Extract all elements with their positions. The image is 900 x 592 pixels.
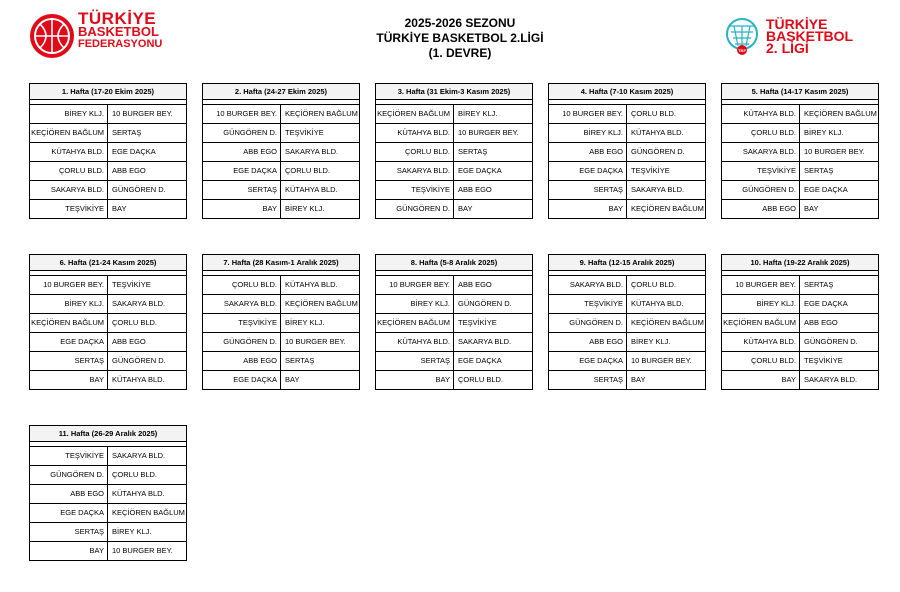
home-team: ABB EGO bbox=[30, 485, 108, 503]
away-team: SAKARYA BLD. bbox=[112, 451, 166, 460]
week-title: 9. Hafta (12-15 Aralık 2025) bbox=[549, 255, 705, 271]
home-team: SERTAŞ bbox=[30, 523, 108, 541]
match-row bbox=[203, 314, 359, 333]
home-team: SAKARYA BLD. bbox=[549, 276, 627, 294]
away-team: SAKARYA BLD. bbox=[285, 147, 339, 156]
home-team: SERTAŞ bbox=[203, 181, 281, 199]
match-row bbox=[722, 371, 878, 389]
home-team: GÜNGÖREN D. bbox=[30, 466, 108, 484]
away-team: EGE DAÇKA bbox=[458, 356, 502, 365]
away-team: SAKARYA BLD. bbox=[631, 185, 685, 194]
away-team: SAKARYA BLD. bbox=[804, 375, 858, 384]
home-team: ABB EGO bbox=[203, 352, 281, 370]
away-team: BİREY KLJ. bbox=[804, 128, 844, 137]
match-row bbox=[376, 295, 532, 314]
home-team: EGE DAÇKA bbox=[549, 352, 627, 370]
away-team: GÜNGÖREN D. bbox=[112, 185, 166, 194]
away-team: KÜTAHYA BLD. bbox=[112, 375, 165, 384]
away-team: ABB EGO bbox=[112, 337, 146, 346]
home-team: EGE DAÇKA bbox=[30, 333, 108, 351]
away-team: BİREY KLJ. bbox=[285, 318, 325, 327]
away-team: TEŞVİKİYE bbox=[458, 318, 497, 327]
away-team: SERTAŞ bbox=[112, 128, 142, 137]
home-team: SAKARYA BLD. bbox=[376, 162, 454, 180]
home-team: SAKARYA BLD. bbox=[722, 143, 800, 161]
home-team: SERTAŞ bbox=[376, 352, 454, 370]
logo-right-line1: TÜRKİYE bbox=[766, 16, 828, 32]
match-row bbox=[549, 124, 705, 143]
away-team: KÜTAHYA BLD. bbox=[285, 280, 338, 289]
home-team: SAKARYA BLD. bbox=[203, 295, 281, 313]
week-table bbox=[202, 83, 360, 219]
away-team: KEÇİÖREN BAĞLUM bbox=[285, 109, 358, 118]
page-title bbox=[300, 16, 620, 61]
match-row bbox=[203, 105, 359, 124]
away-team: GÜNGÖREN D. bbox=[804, 337, 858, 346]
match-row bbox=[376, 276, 532, 295]
match-row bbox=[549, 314, 705, 333]
week-title: 7. Hafta (28 Kasım-1 Aralık 2025) bbox=[203, 255, 359, 271]
match-row bbox=[549, 200, 705, 218]
home-team: GÜNGÖREN D. bbox=[203, 124, 281, 142]
match-row bbox=[376, 352, 532, 371]
home-team: ABB EGO bbox=[722, 200, 800, 218]
home-team: GÜNGÖREN D. bbox=[376, 200, 454, 218]
match-row bbox=[203, 200, 359, 218]
week-table bbox=[375, 83, 533, 219]
home-team: KEÇİÖREN BAĞLUM bbox=[376, 105, 454, 123]
away-team: TEŞVİKİYE bbox=[804, 356, 843, 365]
home-team: BİREY KLJ. bbox=[549, 124, 627, 142]
home-team: SERTAŞ bbox=[549, 371, 627, 389]
match-row bbox=[30, 466, 186, 485]
away-team: EGE DAÇKA bbox=[112, 147, 156, 156]
week-title: 8. Hafta (5-8 Aralık 2025) bbox=[376, 255, 532, 271]
week-title: 2. Hafta (24-27 Ekim 2025) bbox=[203, 84, 359, 100]
away-team: GÜNGÖREN D. bbox=[631, 147, 685, 156]
home-team: 10 BURGER BEY. bbox=[30, 276, 108, 294]
home-team: KÜTAHYA BLD. bbox=[722, 333, 800, 351]
match-row bbox=[549, 181, 705, 200]
week-table bbox=[202, 254, 360, 390]
match-row bbox=[30, 504, 186, 523]
match-row bbox=[549, 352, 705, 371]
match-row bbox=[30, 162, 186, 181]
home-team: BAY bbox=[722, 371, 800, 389]
week-title: 3. Hafta (31 Ekim-3 Kasım 2025) bbox=[376, 84, 532, 100]
away-team: 10 BURGER BEY. bbox=[458, 128, 519, 137]
week-table bbox=[548, 83, 706, 219]
home-team: GÜNGÖREN D. bbox=[203, 333, 281, 351]
title-line2: TÜRKİYE BASKETBOL 2.LİGİ bbox=[376, 31, 544, 45]
match-row bbox=[30, 314, 186, 333]
away-team: BİREY KLJ. bbox=[631, 337, 671, 346]
home-team: TEŞVİKİYE bbox=[376, 181, 454, 199]
away-team: BAY bbox=[112, 204, 127, 213]
week-title: 6. Hafta (21-24 Kasım 2025) bbox=[30, 255, 186, 271]
away-team: ÇORLU BLD. bbox=[285, 166, 331, 175]
home-team: ABB EGO bbox=[549, 333, 627, 351]
league-logo bbox=[722, 14, 872, 58]
home-team: EGE DAÇKA bbox=[549, 162, 627, 180]
home-team: EGE DAÇKA bbox=[203, 162, 281, 180]
match-row bbox=[376, 181, 532, 200]
basketball-icon bbox=[30, 14, 74, 58]
home-team: 10 BURGER BEY. bbox=[376, 276, 454, 294]
match-row bbox=[376, 143, 532, 162]
match-row bbox=[30, 181, 186, 200]
home-team: BAY bbox=[30, 542, 108, 560]
away-team: KÜTAHYA BLD. bbox=[285, 185, 338, 194]
match-row bbox=[722, 105, 878, 124]
away-team: SAKARYA BLD. bbox=[458, 337, 512, 346]
week-table bbox=[721, 83, 879, 219]
away-team: TEŞVİKİYE bbox=[631, 166, 670, 175]
match-row bbox=[203, 295, 359, 314]
match-row bbox=[30, 333, 186, 352]
home-team: 10 BURGER BEY. bbox=[549, 105, 627, 123]
week-table bbox=[29, 425, 187, 561]
match-row bbox=[203, 276, 359, 295]
home-team: TEŞVİKİYE bbox=[30, 200, 108, 218]
away-team: BAY bbox=[458, 204, 473, 213]
match-row bbox=[549, 333, 705, 352]
home-team: GÜNGÖREN D. bbox=[549, 314, 627, 332]
home-team: BİREY KLJ. bbox=[30, 295, 108, 313]
away-team: SERTAŞ bbox=[285, 356, 315, 365]
week-title: 5. Hafta (14-17 Kasım 2025) bbox=[722, 84, 878, 100]
match-row bbox=[30, 276, 186, 295]
home-team: BAY bbox=[376, 371, 454, 389]
away-team: ÇORLU BLD. bbox=[112, 318, 158, 327]
away-team: ABB EGO bbox=[458, 185, 492, 194]
away-team: BAY bbox=[804, 204, 819, 213]
away-team: GÜNGÖREN D. bbox=[458, 299, 512, 308]
week-title: 4. Hafta (7-10 Kasım 2025) bbox=[549, 84, 705, 100]
away-team: ABB EGO bbox=[804, 318, 838, 327]
match-row bbox=[203, 124, 359, 143]
home-team: KÜTAHYA BLD. bbox=[376, 333, 454, 351]
match-row bbox=[30, 200, 186, 218]
away-team: KÜTAHYA BLD. bbox=[631, 299, 684, 308]
match-row bbox=[722, 276, 878, 295]
match-row bbox=[376, 333, 532, 352]
home-team: KEÇİÖREN BAĞLUM bbox=[30, 124, 108, 142]
home-team: EGE DAÇKA bbox=[203, 371, 281, 389]
away-team: ÇORLU BLD. bbox=[631, 109, 677, 118]
match-row bbox=[30, 523, 186, 542]
match-row bbox=[549, 295, 705, 314]
match-row bbox=[376, 314, 532, 333]
week-title: 10. Hafta (19-22 Aralık 2025) bbox=[722, 255, 878, 271]
home-team: ÇORLU BLD. bbox=[30, 162, 108, 180]
title-line3: (1. DEVRE) bbox=[428, 46, 492, 60]
home-team: KEÇİÖREN BAĞLUM bbox=[376, 314, 454, 332]
match-row bbox=[203, 143, 359, 162]
logo-right-line2: BASKETBOL bbox=[766, 28, 854, 44]
week-table bbox=[548, 254, 706, 390]
away-team: BİREY KLJ. bbox=[112, 527, 152, 536]
home-team: SAKARYA BLD. bbox=[30, 181, 108, 199]
match-row bbox=[30, 105, 186, 124]
away-team: KEÇİÖREN BAĞLUM bbox=[112, 508, 185, 517]
week-table bbox=[29, 83, 187, 219]
match-row bbox=[30, 295, 186, 314]
away-team: 10 BURGER BEY. bbox=[285, 337, 346, 346]
away-team: SERTAŞ bbox=[804, 280, 834, 289]
home-team: KÜTAHYA BLD. bbox=[722, 105, 800, 123]
home-team: ÇORLU BLD. bbox=[722, 124, 800, 142]
match-row bbox=[203, 162, 359, 181]
match-row bbox=[549, 105, 705, 124]
home-team: BAY bbox=[30, 371, 108, 389]
away-team: ÇORLU BLD. bbox=[112, 470, 158, 479]
match-row bbox=[30, 352, 186, 371]
home-team: KEÇİÖREN BAĞLUM bbox=[30, 314, 108, 332]
away-team: 10 BURGER BEY. bbox=[631, 356, 692, 365]
away-team: KEÇİÖREN BAĞLUM bbox=[804, 109, 877, 118]
home-team: BAY bbox=[203, 200, 281, 218]
match-row bbox=[30, 143, 186, 162]
home-team: BİREY KLJ. bbox=[722, 295, 800, 313]
away-team: 10 BURGER BEY. bbox=[112, 546, 173, 555]
home-team: KÜTAHYA BLD. bbox=[30, 143, 108, 161]
match-row bbox=[376, 371, 532, 389]
match-row bbox=[376, 162, 532, 181]
week-table bbox=[29, 254, 187, 390]
week-table bbox=[721, 254, 879, 390]
away-team: EGE DAÇKA bbox=[804, 299, 848, 308]
match-row bbox=[549, 276, 705, 295]
home-team: BİREY KLJ. bbox=[30, 105, 108, 123]
away-team: ABB EGO bbox=[112, 166, 146, 175]
match-row bbox=[549, 143, 705, 162]
away-team: 10 BURGER BEY. bbox=[804, 147, 865, 156]
home-team: 10 BURGER BEY. bbox=[203, 105, 281, 123]
match-row bbox=[203, 333, 359, 352]
away-team: EGE DAÇKA bbox=[458, 166, 502, 175]
away-team: SERTAŞ bbox=[458, 147, 488, 156]
away-team: BAY bbox=[631, 375, 646, 384]
home-team: ABB EGO bbox=[203, 143, 281, 161]
away-team: 10 BURGER BEY. bbox=[112, 109, 173, 118]
away-team: KEÇİÖREN BAĞLUM bbox=[285, 299, 358, 308]
home-team: TEŞVİKİYE bbox=[30, 447, 108, 465]
away-team: KEÇİÖREN BAĞLUM bbox=[631, 204, 704, 213]
match-row bbox=[376, 124, 532, 143]
match-row bbox=[30, 485, 186, 504]
home-team: BAY bbox=[549, 200, 627, 218]
away-team: BİREY KLJ. bbox=[458, 109, 498, 118]
match-row bbox=[722, 352, 878, 371]
match-row bbox=[376, 105, 532, 124]
match-row bbox=[722, 143, 878, 162]
match-row bbox=[722, 333, 878, 352]
home-team: TEŞVİKİYE bbox=[722, 162, 800, 180]
away-team: BİREY KLJ. bbox=[285, 204, 325, 213]
tbf-badge: TBF bbox=[738, 48, 746, 53]
away-team: BAY bbox=[285, 375, 300, 384]
match-row bbox=[549, 162, 705, 181]
logo-left-line3: FEDERASYONU bbox=[78, 38, 163, 50]
match-row bbox=[722, 295, 878, 314]
away-team: GÜNGÖREN D. bbox=[112, 356, 166, 365]
home-team: TEŞVİKİYE bbox=[203, 314, 281, 332]
home-team: SERTAŞ bbox=[549, 181, 627, 199]
away-team: SERTAŞ bbox=[804, 166, 834, 175]
match-row bbox=[203, 181, 359, 200]
match-row bbox=[722, 162, 878, 181]
tbf-logo bbox=[30, 9, 180, 58]
home-team: ÇORLU BLD. bbox=[203, 276, 281, 294]
match-row bbox=[549, 371, 705, 389]
away-team: ABB EGO bbox=[458, 280, 492, 289]
match-row bbox=[722, 314, 878, 333]
home-team: GÜNGÖREN D. bbox=[722, 181, 800, 199]
week-title: 1. Hafta (17-20 Ekim 2025) bbox=[30, 84, 186, 100]
home-team: KÜTAHYA BLD. bbox=[376, 124, 454, 142]
week-table bbox=[375, 254, 533, 390]
away-team: KÜTAHYA BLD. bbox=[112, 489, 165, 498]
home-team: EGE DAÇKA bbox=[30, 504, 108, 522]
away-team: EGE DAÇKA bbox=[804, 185, 848, 194]
logo-left-line2: BASKETBOL bbox=[78, 24, 159, 39]
match-row bbox=[30, 542, 186, 560]
away-team: KÜTAHYA BLD. bbox=[631, 128, 684, 137]
home-team: ÇORLU BLD. bbox=[722, 352, 800, 370]
match-row bbox=[30, 371, 186, 389]
away-team: ÇORLU BLD. bbox=[458, 375, 504, 384]
match-row bbox=[722, 124, 878, 143]
match-row bbox=[203, 371, 359, 389]
away-team: TEŞVİKİYE bbox=[112, 280, 151, 289]
home-team: ABB EGO bbox=[549, 143, 627, 161]
match-row bbox=[30, 447, 186, 466]
logo-right-line3: 2. LİGİ bbox=[766, 40, 809, 56]
match-row bbox=[30, 124, 186, 143]
home-team: 10 BURGER BEY. bbox=[722, 276, 800, 294]
home-team: KEÇİÖREN BAĞLUM bbox=[722, 314, 800, 332]
home-team: ÇORLU BLD. bbox=[376, 143, 454, 161]
match-row bbox=[203, 352, 359, 371]
match-row bbox=[376, 200, 532, 218]
away-team: ÇORLU BLD. bbox=[631, 280, 677, 289]
match-row bbox=[722, 181, 878, 200]
week-title: 11. Hafta (26-29 Aralık 2025) bbox=[30, 426, 186, 442]
away-team: KEÇİÖREN BAĞLUM bbox=[631, 318, 704, 327]
home-team: BİREY KLJ. bbox=[376, 295, 454, 313]
home-team: SERTAŞ bbox=[30, 352, 108, 370]
away-team: TEŞVİKİYE bbox=[285, 128, 324, 137]
away-team: SAKARYA BLD. bbox=[112, 299, 166, 308]
title-line1: 2025-2026 SEZONU bbox=[404, 16, 516, 30]
match-row bbox=[722, 200, 878, 218]
basketball-net-icon bbox=[722, 16, 762, 56]
logo-left-line1: TÜRKİYE bbox=[78, 9, 157, 28]
home-team: TEŞVİKİYE bbox=[549, 295, 627, 313]
